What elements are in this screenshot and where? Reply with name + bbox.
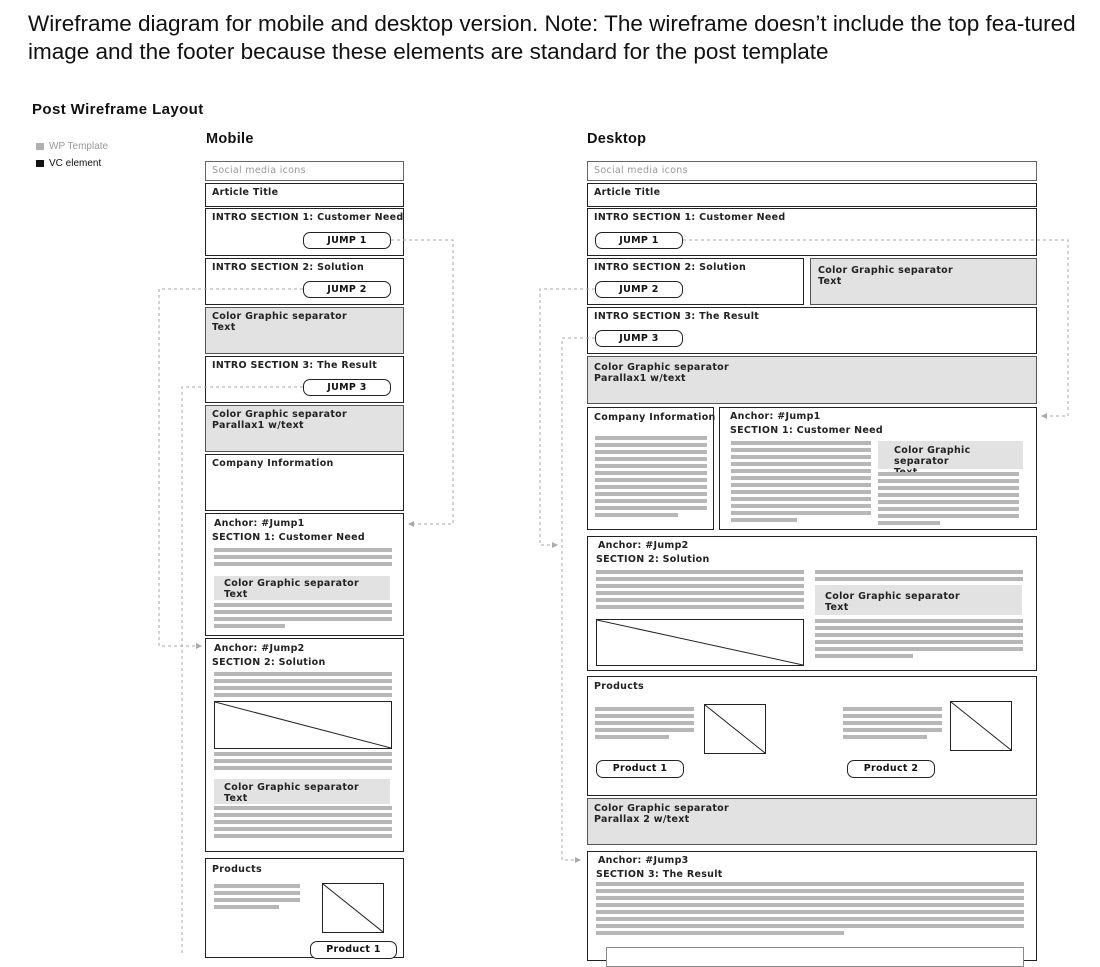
block-label: Products — [594, 681, 644, 692]
arrowhead-icon — [196, 643, 202, 649]
desktop-intro-2-color-separator — [810, 258, 1037, 305]
text-lines — [815, 570, 1023, 584]
block-label: INTRO SECTION 3: The Result — [594, 311, 760, 322]
text-lines — [595, 707, 694, 742]
block-label: INTRO SECTION 2: Solution — [594, 262, 747, 273]
desktop-product-1-button[interactable]: Product 1 — [596, 760, 684, 778]
arrowhead-icon — [408, 521, 414, 527]
desktop-products — [587, 676, 1037, 796]
separator-subtitle: Text — [212, 322, 236, 333]
image-placeholder — [214, 701, 392, 749]
separator-title: Color Graphic separator — [212, 311, 347, 322]
product-2-image-placeholder — [950, 701, 1012, 751]
desktop-product-2-button[interactable]: Product 2 — [847, 760, 935, 778]
separator-title: Color Graphic separator — [825, 591, 960, 602]
text-lines — [731, 441, 871, 525]
desktop-section-1 — [719, 407, 1037, 530]
legend-swatch-black — [36, 160, 44, 167]
block-label: INTRO SECTION 2: Solution — [212, 262, 365, 273]
text-lines — [815, 619, 1023, 661]
desktop-section-3 — [587, 851, 1037, 961]
text-lines — [214, 884, 300, 912]
mobile-jump-1-button[interactable]: JUMP 1 — [303, 232, 391, 249]
desktop-jump-1-button[interactable]: JUMP 1 — [595, 232, 683, 249]
mobile-article-title-block — [205, 183, 404, 207]
section-title: SECTION 3: The Result — [596, 869, 723, 880]
text-lines — [843, 707, 942, 742]
block-label — [818, 265, 953, 287]
text-lines — [878, 472, 1019, 528]
section-title: SECTION 2: Solution — [596, 554, 710, 565]
text-lines — [214, 806, 392, 841]
product-1-image-placeholder — [704, 704, 766, 754]
block-label — [212, 311, 347, 333]
separator-title: Color Graphic separator — [224, 578, 359, 589]
separator-title: Color Graphic separator — [594, 803, 729, 814]
block-label — [594, 803, 729, 825]
separator-title: Color Graphic separator — [224, 782, 359, 793]
section-title: SECTION 1: Customer Need — [212, 532, 365, 543]
mobile-social-icons-block — [205, 161, 404, 181]
arrowhead-icon — [1041, 413, 1047, 419]
separator-subtitle: Text — [224, 589, 248, 600]
desktop-jump-2-button[interactable]: JUMP 2 — [595, 281, 683, 298]
text-lines — [214, 548, 392, 569]
mobile-column-title: Mobile — [206, 131, 254, 147]
desktop-social-icons-block — [587, 161, 1037, 181]
legend-wp-template — [36, 141, 108, 152]
text-lines — [596, 882, 1024, 938]
text-lines — [214, 752, 392, 773]
legend-label: VC element — [49, 158, 102, 169]
desktop-section-2 — [587, 536, 1037, 671]
block-label: Social media icons — [594, 165, 688, 176]
desktop-s2-color-separator — [815, 585, 1022, 615]
text-lines — [595, 436, 707, 520]
mobile-company-information — [205, 454, 404, 511]
mobile-section-2 — [205, 638, 404, 852]
diagram-title: Post Wireframe Layout — [32, 101, 204, 118]
block-label — [224, 782, 359, 804]
anchor-label: Anchor: #Jump1 — [730, 411, 821, 422]
arrowhead-icon — [575, 857, 581, 863]
block-label — [825, 591, 960, 613]
mobile-jump-2-button[interactable]: JUMP 2 — [303, 281, 391, 298]
arrowhead-icon — [552, 542, 558, 548]
text-lines — [214, 672, 392, 700]
mobile-color-separator-1 — [205, 307, 404, 354]
block-label: Social media icons — [212, 165, 306, 176]
section-title: SECTION 2: Solution — [212, 657, 326, 668]
block-label — [596, 855, 723, 880]
mobile-section-1 — [205, 513, 404, 636]
separator-title: Color Graphic separator — [212, 409, 347, 420]
desktop-color-separator-parallax-2 — [587, 798, 1037, 845]
separator-title: Color Graphic separator — [818, 265, 953, 276]
block-label — [212, 643, 326, 668]
block-label — [212, 518, 365, 543]
text-lines — [214, 603, 392, 631]
mobile-jump-3-button[interactable]: JUMP 3 — [303, 379, 391, 396]
separator-subtitle: Text — [224, 793, 248, 804]
desktop-s1-color-separator — [878, 441, 1023, 469]
block-label — [596, 540, 710, 565]
desktop-section-3-inner-block — [606, 947, 1024, 967]
product-image-placeholder — [322, 883, 384, 933]
anchor-label: Anchor: #Jump3 — [598, 855, 689, 866]
mobile-color-separator-parallax — [205, 405, 404, 452]
mobile-products — [205, 858, 404, 958]
separator-subtitle: Parallax1 w/text — [594, 373, 686, 384]
mobile-s1-color-separator — [214, 576, 390, 600]
mobile-product-1-button[interactable]: Product 1 — [310, 941, 397, 959]
image-placeholder — [596, 619, 804, 666]
block-label: INTRO SECTION 1: Customer Need — [594, 212, 786, 223]
mobile-s2-color-separator — [214, 779, 390, 804]
legend-label: WP Template — [49, 141, 109, 152]
legend-vc-element — [36, 158, 101, 169]
block-label: Article Title — [212, 187, 279, 198]
block-label — [730, 411, 883, 436]
desktop-article-title-block — [587, 183, 1037, 207]
block-label: Article Title — [594, 187, 661, 198]
block-label: Products — [212, 864, 262, 875]
block-label: INTRO SECTION 1: Customer Need — [212, 212, 404, 223]
desktop-column-title: Desktop — [587, 131, 647, 147]
section-title: SECTION 1: Customer Need — [730, 425, 883, 436]
legend-swatch-gray — [36, 143, 44, 150]
block-label: Company Information — [212, 458, 334, 469]
block-label — [594, 362, 729, 384]
separator-subtitle: Text — [825, 602, 849, 613]
anchor-label: Anchor: #Jump2 — [214, 643, 305, 654]
separator-title: Color Graphic separator — [894, 445, 971, 467]
separator-subtitle: Parallax 2 w/text — [594, 814, 690, 825]
desktop-jump-3-button[interactable]: JUMP 3 — [595, 330, 683, 347]
diagram-caption: Wireframe diagram for mobile and desktop version. Note: The wireframe doesn’t include the top fea-tured image and the footer because these elements are standard for the post template — [28, 11, 1076, 64]
desktop-company-information — [587, 407, 714, 530]
block-label — [212, 409, 347, 431]
anchor-label: Anchor: #Jump1 — [214, 518, 305, 529]
block-label — [224, 578, 359, 600]
separator-subtitle: Parallax1 w/text — [212, 420, 304, 431]
anchor-label: Anchor: #Jump2 — [598, 540, 689, 551]
desktop-color-separator-parallax-1 — [587, 356, 1037, 404]
separator-subtitle: Text — [818, 276, 842, 287]
block-label: INTRO SECTION 3: The Result — [212, 360, 378, 371]
separator-title: Color Graphic separator — [594, 362, 729, 373]
block-label: Company Information — [594, 412, 716, 423]
text-lines — [596, 570, 804, 612]
